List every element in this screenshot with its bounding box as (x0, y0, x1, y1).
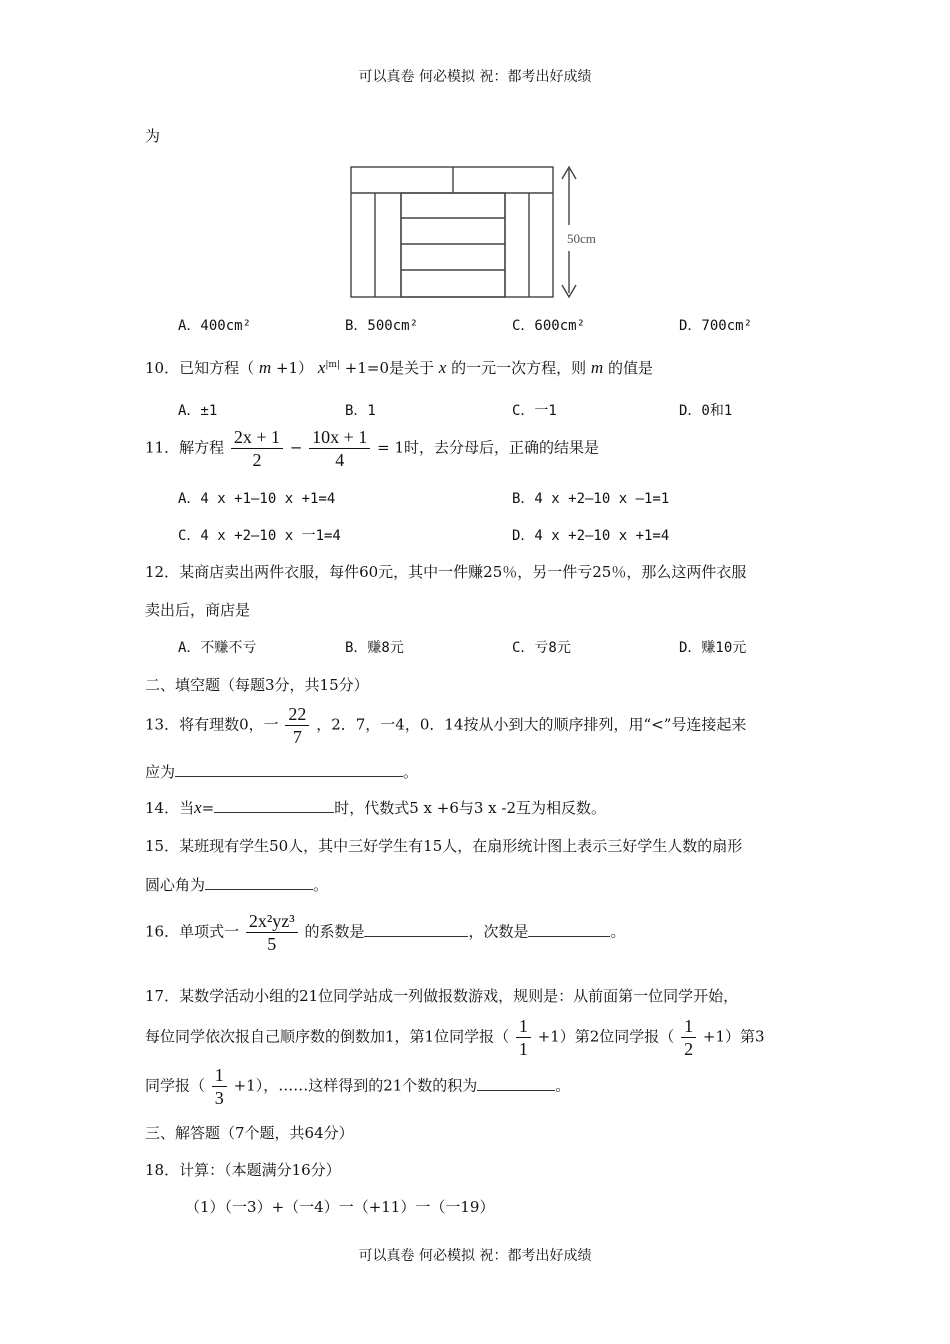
q15-answer-blank[interactable] (205, 875, 313, 890)
q12-line-2: 卖出后，商店是 (145, 601, 251, 619)
section-2-heading: 二、填空题（每题3分，共15分） (145, 676, 369, 694)
q9-figure (345, 163, 615, 303)
q10-stem: 10．已知方程（ m +1） $x^{|m|} +1=0$是关于 x 的一元一次方程，则 m 的值是 (145, 358, 653, 377)
q9-option-a: A．400cm² (178, 318, 252, 334)
q11-stem: 11．解方程 $\frac{2x + 1}{2}$ − $\frac{10x + 1}{4}$ = 1时，去分母后，正确的结果是 (145, 427, 600, 470)
q10-option-c: C．一1 (512, 403, 557, 419)
q15-line-2: 圆心角为 。 (145, 876, 329, 894)
fig-outer-box (351, 167, 553, 297)
page-footer: 可以真卷 何必模拟 祝：都考出好成绩 (358, 1248, 592, 1264)
q17-fraction-1: $\frac{1}{1}$ (516, 1015, 531, 1060)
q16-coefficient-blank[interactable] (364, 922, 468, 937)
page-header: 可以真卷 何必模拟 祝：都考出好成绩 (358, 69, 592, 85)
q13-line-2: 应为 。 (145, 763, 419, 781)
q17-answer-blank[interactable] (477, 1076, 555, 1091)
fig-dim-label: 50cm (567, 231, 596, 246)
q10-option-d: D．0和1 (679, 403, 733, 419)
q13-fraction: $\frac{22}{7}$ (285, 703, 309, 748)
q17-line-3: 同学报（ $\frac{1}{3}$ +1），……这样得到的21个数的积为 。 (145, 1065, 571, 1108)
q11-option-a: A．4 x +1—10 x +1=4 (178, 491, 336, 507)
q16-degree-blank[interactable] (528, 922, 610, 937)
fig-center-box (401, 193, 505, 297)
q16-stem: 16．单项式一 $\frac{\text{2x²yz³}}{5}$ 的系数是 ，次数是 。 (145, 911, 626, 954)
q18-part-1: （1）（一3）+（一4）一（+11）一（一19） (185, 1198, 495, 1216)
q10-option-b: B．1 (345, 403, 376, 419)
q17-line-2: 每位同学依次报自己顺序数的倒数加1，第1位同学报（ $\frac{1}{1}$ +1）第2位同学报（ $\frac{1}{2}$ +1）第3 (145, 1016, 765, 1059)
q12-line-1: 12．某商店卖出两件衣服，每件60元，其中一件赚25％，另一件亏25％，那么这两件衣服 (145, 563, 747, 581)
section-3-heading: 三、解答题（7个题，共64分） (145, 1124, 354, 1142)
q11-fraction-1: $\frac{2x + 1}{2}$ (231, 426, 283, 471)
q11-option-d: D．4 x +2—10 x +1=4 (512, 528, 670, 544)
q11-fraction-2: $\frac{10x + 1}{4}$ (309, 426, 370, 471)
q12-option-b: B．赚8元 (345, 640, 404, 656)
q13-stem: 13．将有理数0，一 $\frac{22}{7}$ ，2．7，一4，0．14按从小到大的顺序排列，用“<”号连接起来 (145, 704, 747, 747)
q15-line-1: 15．某班现有学生50人，其中三好学生有15人，在扇形统计图上表示三好学生人数的扇形 (145, 837, 743, 855)
q12-option-d: D．赚10元 (679, 640, 747, 656)
q16-fraction: $\frac{\text{2x²yz³}}{5}$ (246, 910, 298, 955)
q17-fraction-3: $\frac{1}{3}$ (212, 1064, 227, 1109)
q14-answer-blank[interactable] (214, 798, 334, 813)
q9-tail-text: 为 (145, 127, 161, 145)
q13-answer-blank[interactable] (175, 762, 403, 777)
q12-option-c: C．亏8元 (512, 640, 571, 656)
q17-fraction-2: $\frac{1}{2}$ (681, 1015, 696, 1060)
q9-option-d: D．700cm² (679, 318, 753, 334)
q18-title: 18．计算：（本题满分16分） (145, 1161, 341, 1179)
q9-option-b: B．500cm² (345, 318, 419, 334)
q10-option-a: A．±1 (178, 403, 218, 419)
q11-option-c: C．4 x +2—10 x 一1=4 (178, 528, 341, 544)
q9-option-c: C．600cm² (512, 318, 586, 334)
q12-option-a: A．不赚不亏 (178, 640, 257, 656)
q17-line-1: 17．某数学活动小组的21位同学站成一列做报数游戏，规则是：从前面第一位同学开始， (145, 987, 739, 1005)
q11-option-b: B．4 x +2—10 x —1=1 (512, 491, 670, 507)
q14-stem: 14．当x= 时，代数式5 x +6与3 x -2互为相反数。 (145, 798, 607, 817)
